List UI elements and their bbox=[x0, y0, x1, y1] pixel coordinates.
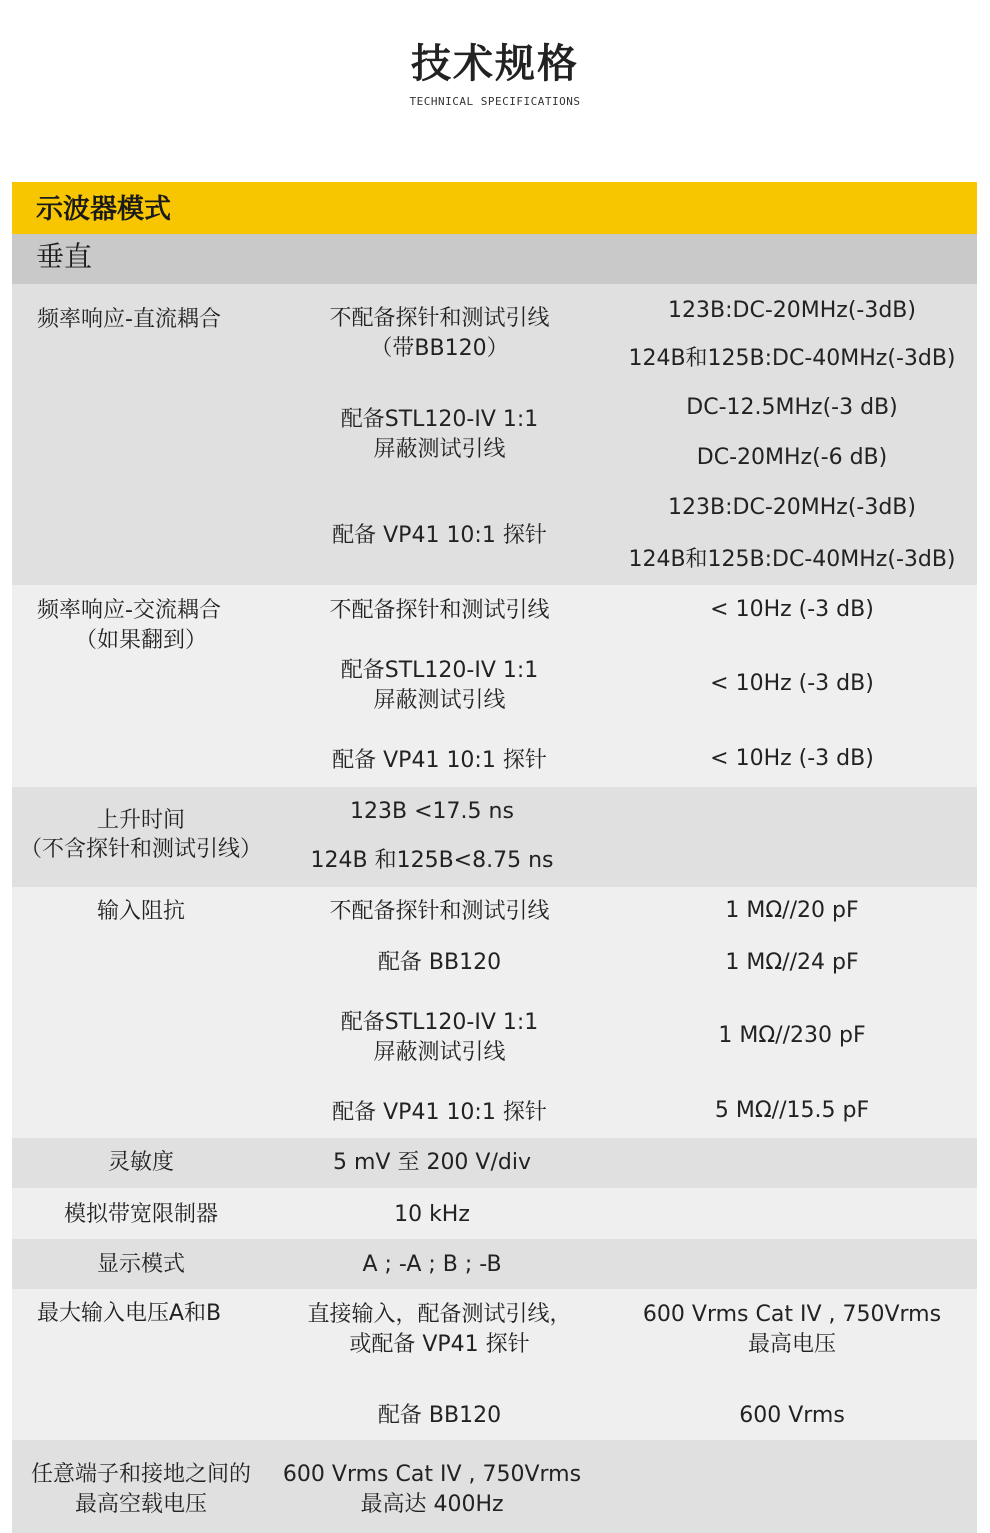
value-text: < 10Hz (-3 dB) bbox=[710, 746, 874, 771]
value-text: 600 Vrms bbox=[739, 1403, 845, 1428]
row-sensitivity bbox=[12, 1138, 977, 1188]
value-text: 1 MΩ//230 pF bbox=[718, 1023, 866, 1048]
row-label: （不含探针和测试引线） bbox=[19, 837, 262, 862]
row-freq-dc bbox=[12, 284, 977, 585]
value-text: 1 MΩ//24 pF bbox=[725, 950, 859, 975]
condition-text: 屏蔽测试引线 bbox=[373, 437, 506, 462]
row-label: 输入阻抗 bbox=[96, 899, 185, 924]
value-text: 124B 和125B<8.75 ns bbox=[310, 848, 554, 873]
value-text: 123B <17.5 ns bbox=[350, 799, 514, 824]
value-text: 5 mV 至 200 V/div bbox=[332, 1150, 531, 1175]
row-label: 频率响应-直流耦合 bbox=[37, 307, 221, 332]
row-label: 模拟带宽限制器 bbox=[63, 1202, 218, 1227]
row-display-mode bbox=[12, 1239, 977, 1289]
value-text: 124B和125B:DC-40MHz(-3dB) bbox=[628, 547, 956, 572]
condition-text: 不配备探针和测试引线 bbox=[329, 598, 550, 623]
value-text: DC-20MHz(-6 dB) bbox=[696, 445, 888, 470]
condition-text: 配备 VP41 10:1 探针 bbox=[332, 748, 547, 773]
condition-text: 配备STL120-IV 1:1 bbox=[340, 407, 539, 432]
condition-text: 配备STL120-IV 1:1 bbox=[340, 658, 539, 683]
condition-text: 屏蔽测试引线 bbox=[373, 688, 506, 713]
section-subheading: 垂直 bbox=[12, 234, 977, 284]
value-text: 124B和125B:DC-40MHz(-3dB) bbox=[628, 346, 956, 371]
condition-text: 配备 BB120 bbox=[377, 950, 502, 975]
row-max-floating-voltage bbox=[12, 1440, 977, 1533]
value-text: 1 MΩ//20 pF bbox=[725, 898, 859, 923]
condition-text: 配备 VP41 10:1 探针 bbox=[332, 1100, 547, 1125]
value-text: 600 Vrms Cat IV , 750Vrms bbox=[642, 1302, 942, 1327]
section-title: 示波器模式 bbox=[12, 182, 977, 234]
value-text: 123B:DC-20MHz(-3dB) bbox=[668, 298, 916, 323]
condition-text: 不配备探针和测试引线 bbox=[329, 899, 550, 924]
condition-text: 或配备 VP41 探针 bbox=[349, 1332, 530, 1357]
row-label: （如果翻到） bbox=[74, 628, 207, 653]
page-title: 技术规格 bbox=[411, 41, 579, 87]
page-subtitle: TECHNICAL SPECIFICATIONS bbox=[409, 95, 581, 108]
row-freq-ac bbox=[12, 585, 977, 787]
value-text: DC-12.5MHz(-3 dB) bbox=[686, 395, 898, 420]
condition-text: 配备STL120-IV 1:1 bbox=[340, 1010, 539, 1035]
value-text: A ; -A ; B ; -B bbox=[362, 1252, 502, 1277]
row-label: 最大输入电压A和B bbox=[37, 1301, 222, 1326]
value-text: 10 kHz bbox=[394, 1202, 470, 1227]
row-label: 频率响应-交流耦合 bbox=[37, 598, 221, 623]
value-text: 600 Vrms Cat IV , 750Vrms bbox=[282, 1462, 582, 1487]
condition-text: 直接输入，配备测试引线， bbox=[307, 1302, 572, 1327]
value-text: 5 MΩ//15.5 pF bbox=[714, 1098, 870, 1123]
condition-text: （带BB120） bbox=[370, 336, 509, 361]
row-label: 任意端子和接地之间的 bbox=[30, 1462, 251, 1487]
condition-text: 配备 VP41 10:1 探针 bbox=[332, 523, 547, 548]
row-label: 上升时间 bbox=[96, 808, 185, 833]
row-label: 显示模式 bbox=[96, 1252, 185, 1277]
condition-text: 不配备探针和测试引线 bbox=[329, 306, 550, 331]
value-text: 123B:DC-20MHz(-3dB) bbox=[668, 495, 916, 520]
row-label: 灵敏度 bbox=[107, 1150, 174, 1175]
condition-text: 屏蔽测试引线 bbox=[373, 1040, 506, 1065]
row-label: 最高空载电压 bbox=[74, 1492, 207, 1517]
row-input-impedance bbox=[12, 887, 977, 1138]
value-text: < 10Hz (-3 dB) bbox=[710, 597, 874, 622]
value-text: < 10Hz (-3 dB) bbox=[710, 671, 874, 696]
spec-table bbox=[12, 182, 977, 1533]
row-rise-time bbox=[12, 787, 977, 887]
value-text: 最高电压 bbox=[747, 1332, 836, 1357]
value-text: 最高达 400Hz bbox=[360, 1492, 504, 1517]
row-max-input-voltage bbox=[12, 1289, 977, 1440]
row-bandwidth-limiter bbox=[12, 1188, 977, 1239]
condition-text: 配备 BB120 bbox=[377, 1403, 502, 1428]
